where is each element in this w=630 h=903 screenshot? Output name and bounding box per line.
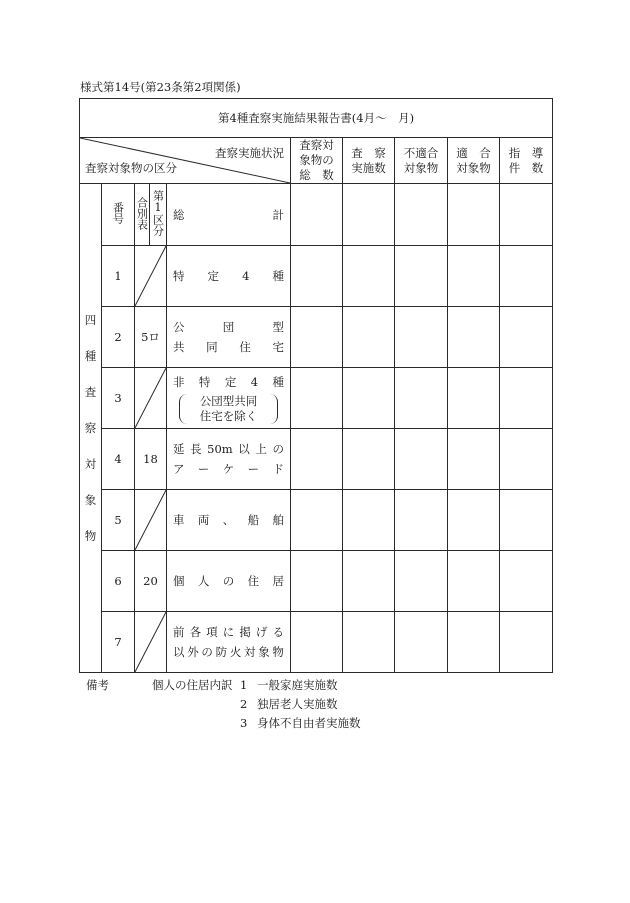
cell-r5-c1[interactable] [291,490,343,551]
cell-r7-c1[interactable] [291,612,343,673]
cell-r1-c5[interactable] [500,246,553,307]
row-ref: 5ロ [135,307,167,368]
remarks-item-number: 1 [240,678,248,692]
cell-r6-c5[interactable] [500,551,553,612]
row-number: 3 [102,368,135,429]
cell-r3-c3[interactable] [395,368,448,429]
form-number-label: 様式第14号(第23条第2項関係) [80,80,241,94]
number-header: 番号 [102,184,135,246]
total-label: 総 計 [167,184,291,246]
cell-r1-c4[interactable] [448,246,500,307]
cell-r1-c2[interactable] [343,246,395,307]
cell-r1-c3[interactable] [395,246,448,307]
diagonal-top-label: 査察実施状況 [215,146,284,160]
cell-r2-c5[interactable] [500,307,553,368]
row-ref-empty [135,368,167,429]
row-number: 4 [102,429,135,490]
row-number: 5 [102,490,135,551]
col-header-inspections: 査 察 実施数 [343,138,395,184]
remarks-item-text: 身体不自由者実施数 [257,716,361,730]
row-description: 公 団 型 共 同 住 宅 [167,307,291,368]
col-header-noncompliant: 不適合 対象物 [395,138,448,184]
remarks-item-number: 3 [240,716,248,730]
cell-r6-c4[interactable] [448,551,500,612]
cell-r3-c2[interactable] [343,368,395,429]
cell-r2-c3[interactable] [395,307,448,368]
row-ref: 18 [135,429,167,490]
cell-r3-c1[interactable] [291,368,343,429]
cell-r4-c1[interactable] [291,429,343,490]
cell-r6-c2[interactable] [343,551,395,612]
cell-r2-c1[interactable] [291,307,343,368]
row-ref-empty [135,612,167,673]
cell-r7-c3[interactable] [395,612,448,673]
cell-r2-c4[interactable] [448,307,500,368]
cell-total-2[interactable] [343,184,395,246]
row-number: 2 [102,307,135,368]
cell-r5-c4[interactable] [448,490,500,551]
col-header-guidance: 指 導 件 数 [500,138,553,184]
remarks-group: 個人の住居内訳 [152,678,233,692]
cell-r5-c2[interactable] [343,490,395,551]
diagonal-bottom-label: 査察対象物の区分 [85,161,177,175]
cell-r7-c2[interactable] [343,612,395,673]
remarks-item-text: 一般家庭実施数 [257,678,338,692]
cell-r6-c1[interactable] [291,551,343,612]
cell-r4-c5[interactable] [500,429,553,490]
slash-line [135,368,166,428]
cell-total-1[interactable] [291,184,343,246]
diagonal-header [80,138,291,184]
remarks-item-text: 独居老人実施数 [257,697,338,711]
row-description: 車 両 、 船 舶 [167,490,291,551]
remarks-item-number: 2 [240,697,248,711]
col-header-compliant: 適 合 対象物 [448,138,500,184]
row-description: 特 定 4 種 [167,246,291,307]
row-description: 延 長 50m 以 上 の ア ー ケ ー ド [167,429,291,490]
cell-r6-c3[interactable] [395,551,448,612]
exclusion-note: 公団型共同 住宅を除く [179,394,278,424]
classification-header: 第1区分 [150,184,167,246]
cell-r3-c4[interactable] [448,368,500,429]
slash-line [135,246,166,306]
cell-r5-c5[interactable] [500,490,553,551]
row-description: 前 各 項 に 掲 げ る 以 外 の 防 火 対 象 物 [167,612,291,673]
cell-r7-c5[interactable] [500,612,553,673]
cell-r1-c1[interactable] [291,246,343,307]
appendix-header: 合別表 [135,184,150,246]
category-side-label: 四 種 査 察 対 象 物 [80,184,102,673]
remarks-label: 備考 [86,678,109,692]
cell-r4-c4[interactable] [448,429,500,490]
remarks [86,676,361,733]
cell-total-3[interactable] [395,184,448,246]
row-ref-empty [135,246,167,307]
slash-line [135,490,166,550]
cell-r7-c4[interactable] [448,612,500,673]
report-title: 第4種査察実施結果報告書(4月～ 月) [80,99,553,138]
row-ref-empty [135,490,167,551]
row-number: 6 [102,551,135,612]
cell-r4-c3[interactable] [395,429,448,490]
row-number: 1 [102,246,135,307]
cell-r5-c3[interactable] [395,490,448,551]
slash-line [135,612,166,672]
cell-r2-c2[interactable] [343,307,395,368]
row-description: 個 人 の 住 居 [167,551,291,612]
cell-total-4[interactable] [448,184,500,246]
col-header-total-objects: 査察対 象物の 総 数 [291,138,343,184]
cell-total-5[interactable] [500,184,553,246]
cell-r3-c5[interactable] [500,368,553,429]
report-table [79,98,553,673]
row-ref: 20 [135,551,167,612]
row-description: 非 特 定 4 種 公団型共同 住宅を除く [167,368,291,429]
cell-r4-c2[interactable] [343,429,395,490]
row-number: 7 [102,612,135,673]
